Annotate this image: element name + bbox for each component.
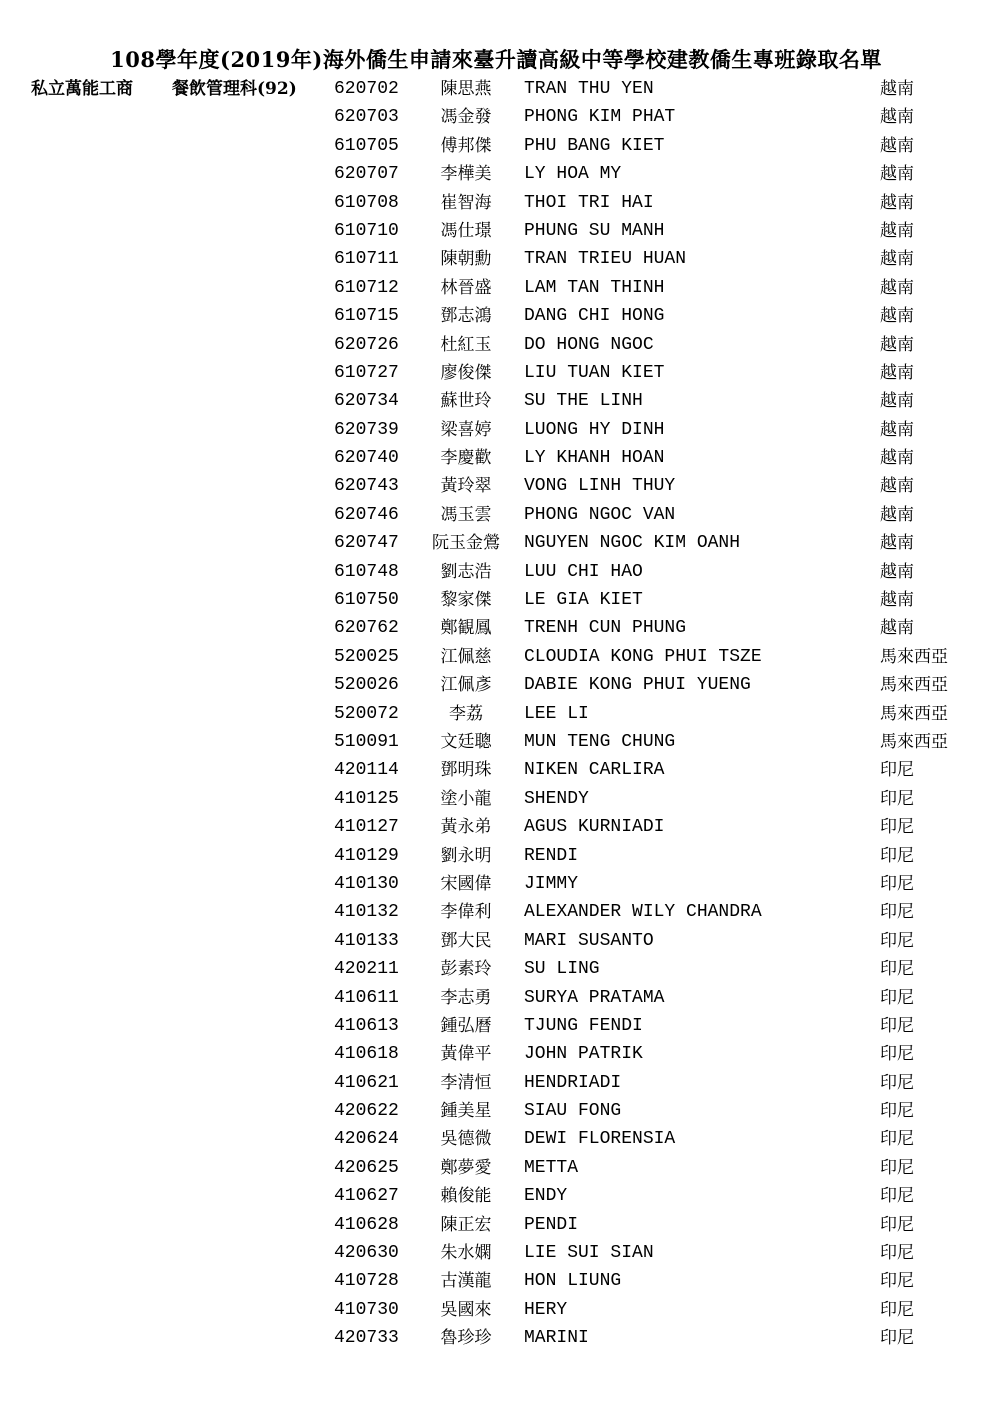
student-row	[0, 700, 992, 728]
student-id: 410130	[334, 873, 399, 894]
student-english-name: THOI TRI HAI	[524, 192, 654, 213]
student-row	[0, 643, 992, 671]
student-chinese-name: 鄧志鴻	[440, 306, 492, 327]
student-english-name: RENDI	[524, 845, 579, 866]
student-row	[0, 444, 992, 472]
student-country: 印尼	[880, 1129, 914, 1150]
student-chinese-name: 古漢龍	[440, 1271, 492, 1292]
student-country: 馬來西亞	[880, 675, 948, 696]
student-row	[0, 501, 992, 529]
student-english-name: HERY	[524, 1299, 568, 1320]
department-name: 餐飲管理科(92)	[172, 79, 297, 99]
student-chinese-name: 宋國偉	[440, 873, 492, 894]
student-id: 610748	[334, 561, 399, 582]
student-chinese-name: 陳朝勳	[440, 249, 492, 270]
student-row	[0, 160, 992, 188]
student-country: 印尼	[880, 1271, 914, 1292]
student-english-name: LIU TUAN KIET	[524, 362, 665, 383]
student-english-name: NGUYEN NGOC KIM OANH	[524, 533, 741, 554]
student-chinese-name: 朱水嫻	[440, 1243, 492, 1264]
student-chinese-name: 李清恒	[440, 1072, 492, 1093]
student-row	[0, 1296, 992, 1324]
student-id: 410728	[334, 1271, 399, 1292]
student-chinese-name: 吳國來	[440, 1299, 492, 1320]
student-list	[0, 75, 992, 1353]
student-id: 510091	[334, 731, 399, 752]
student-row	[0, 955, 992, 983]
student-chinese-name: 崔智海	[440, 192, 492, 213]
student-id: 410129	[334, 845, 399, 866]
student-id: 410132	[334, 902, 399, 923]
student-english-name: LAM TAN THINH	[524, 277, 665, 298]
student-chinese-name: 鄭夢愛	[440, 1157, 492, 1178]
student-country: 印尼	[880, 1299, 914, 1320]
student-english-name: MARINI	[524, 1328, 589, 1349]
student-row	[0, 245, 992, 273]
student-country: 印尼	[880, 1214, 914, 1235]
student-row	[0, 132, 992, 160]
student-id: 610711	[334, 249, 399, 270]
student-chinese-name: 李偉利	[440, 902, 492, 923]
student-row	[0, 1069, 992, 1097]
student-row	[0, 984, 992, 1012]
student-country: 印尼	[880, 873, 914, 894]
student-chinese-name: 杜紅玉	[440, 334, 492, 355]
student-row	[0, 813, 992, 841]
student-country: 越南	[880, 220, 914, 241]
student-english-name: TRAN TRIEU HUAN	[524, 249, 687, 270]
student-row	[0, 586, 992, 614]
student-chinese-name: 黃偉平	[440, 1044, 492, 1065]
student-chinese-name: 李慶歡	[440, 448, 492, 469]
student-row	[0, 728, 992, 756]
student-chinese-name: 黃永弟	[440, 817, 492, 838]
student-id: 420211	[334, 959, 399, 980]
student-chinese-name: 彭素玲	[440, 959, 492, 980]
school-name: 私立萬能工商	[31, 79, 133, 99]
student-chinese-name: 江佩彥	[440, 675, 492, 696]
student-english-name: LY HOA MY	[524, 164, 622, 185]
student-english-name: PHONG KIM PHAT	[524, 107, 676, 128]
student-country: 越南	[880, 391, 914, 412]
student-country: 印尼	[880, 930, 914, 951]
student-row	[0, 302, 992, 330]
student-id: 620743	[334, 476, 399, 497]
student-chinese-name: 陳正宏	[440, 1214, 492, 1235]
student-id: 610727	[334, 362, 399, 383]
student-chinese-name: 陳思燕	[440, 79, 492, 99]
student-row	[0, 529, 992, 557]
student-english-name: HENDRIADI	[524, 1072, 622, 1093]
student-row	[0, 898, 992, 926]
student-english-name: ALEXANDER WILY CHANDRA	[524, 902, 762, 923]
student-row	[0, 217, 992, 245]
student-row	[0, 671, 992, 699]
student-english-name: AGUS KURNIADI	[524, 817, 665, 838]
student-row	[0, 870, 992, 898]
student-row	[0, 1125, 992, 1153]
student-chinese-name: 鍾弘曆	[440, 1015, 492, 1036]
student-english-name: ENDY	[524, 1186, 568, 1207]
student-country: 印尼	[880, 817, 914, 838]
student-country: 越南	[880, 419, 914, 440]
student-english-name: NIKEN CARLIRA	[524, 760, 665, 781]
student-id: 620726	[334, 334, 399, 355]
student-chinese-name: 梁喜婷	[440, 419, 492, 440]
student-country: 馬來西亞	[880, 703, 948, 724]
student-country: 越南	[880, 533, 914, 554]
student-row	[0, 189, 992, 217]
student-row	[0, 416, 992, 444]
student-id: 620740	[334, 448, 399, 469]
student-chinese-name: 江佩慈	[440, 646, 492, 667]
student-id: 410133	[334, 930, 399, 951]
student-row	[0, 274, 992, 302]
student-country: 印尼	[880, 1157, 914, 1178]
student-id: 420624	[334, 1129, 399, 1150]
student-chinese-name: 馮玉雲	[440, 504, 492, 525]
student-english-name: DO HONG NGOC	[524, 334, 654, 355]
student-country: 印尼	[880, 1101, 914, 1122]
student-row	[0, 842, 992, 870]
student-country: 馬來西亞	[880, 731, 948, 752]
student-country: 越南	[880, 107, 914, 128]
student-english-name: SU LING	[524, 959, 600, 980]
student-country: 印尼	[880, 959, 914, 980]
student-english-name: MARI SUSANTO	[524, 930, 654, 951]
student-row	[0, 331, 992, 359]
student-chinese-name: 李荔	[449, 703, 483, 724]
student-country: 印尼	[880, 902, 914, 923]
student-country: 越南	[880, 277, 914, 298]
student-chinese-name: 鄧大民	[440, 930, 492, 951]
student-id: 520072	[334, 703, 399, 724]
student-row	[0, 1182, 992, 1210]
student-row	[0, 785, 992, 813]
student-english-name: PHUNG SU MANH	[524, 220, 665, 241]
student-id: 620739	[334, 419, 399, 440]
student-row	[0, 1097, 992, 1125]
student-id: 410613	[334, 1015, 399, 1036]
student-id: 420625	[334, 1157, 399, 1178]
student-chinese-name: 李志勇	[440, 987, 492, 1008]
student-english-name: LUONG HY DINH	[524, 419, 665, 440]
student-english-name: DANG CHI HONG	[524, 306, 665, 327]
student-country: 越南	[880, 306, 914, 327]
student-english-name: JIMMY	[524, 873, 579, 894]
student-english-name: CLOUDIA KONG PHUI TSZE	[524, 646, 762, 667]
student-row	[0, 1324, 992, 1352]
student-english-name: SURYA PRATAMA	[524, 987, 665, 1008]
student-country: 印尼	[880, 1243, 914, 1264]
student-row	[0, 927, 992, 955]
student-id: 620747	[334, 533, 399, 554]
student-id: 420630	[334, 1243, 399, 1264]
student-english-name: VONG LINH THUY	[524, 476, 676, 497]
student-english-name: LE GIA KIET	[524, 590, 643, 611]
student-row	[0, 1239, 992, 1267]
student-chinese-name: 廖俊傑	[440, 362, 492, 383]
student-country: 印尼	[880, 987, 914, 1008]
student-id: 620734	[334, 391, 399, 412]
student-chinese-name: 魯珍珍	[440, 1328, 492, 1349]
student-row	[0, 472, 992, 500]
student-id: 610710	[334, 220, 399, 241]
student-english-name: LUU CHI HAO	[524, 561, 643, 582]
student-id: 410627	[334, 1186, 399, 1207]
student-row	[0, 1154, 992, 1182]
student-chinese-name: 蘇世玲	[440, 391, 492, 412]
student-id: 410628	[334, 1214, 399, 1235]
student-country: 越南	[880, 164, 914, 185]
page-title: 108學年度(2019年)海外僑生申請來臺升讀高級中等學校建教僑生專班錄取名單	[110, 47, 882, 72]
student-row	[0, 1012, 992, 1040]
student-country: 馬來西亞	[880, 646, 948, 667]
student-english-name: LIE SUI SIAN	[524, 1243, 654, 1264]
student-chinese-name: 馮仕璟	[440, 220, 492, 241]
student-chinese-name: 鍾美星	[440, 1101, 492, 1122]
student-id: 520025	[334, 646, 399, 667]
student-english-name: SIAU FONG	[524, 1101, 622, 1122]
student-country: 越南	[880, 561, 914, 582]
student-chinese-name: 劉志浩	[440, 561, 492, 582]
student-id: 410618	[334, 1044, 399, 1065]
student-id: 620703	[334, 107, 399, 128]
student-country: 越南	[880, 362, 914, 383]
student-id: 610705	[334, 135, 399, 156]
student-id: 410125	[334, 788, 399, 809]
student-country: 越南	[880, 249, 914, 270]
student-english-name: TRAN THU YEN	[524, 79, 654, 99]
student-country: 印尼	[880, 1328, 914, 1349]
student-id: 610750	[334, 590, 399, 611]
student-chinese-name: 鄧明珠	[440, 760, 492, 781]
student-country: 越南	[880, 448, 914, 469]
student-country: 越南	[880, 618, 914, 639]
student-country: 越南	[880, 135, 914, 156]
student-country: 越南	[880, 476, 914, 497]
student-chinese-name: 阮玉金鶯	[432, 533, 500, 554]
student-id: 610712	[334, 277, 399, 298]
student-row	[0, 1211, 992, 1239]
student-country: 印尼	[880, 760, 914, 781]
student-english-name: PHONG NGOC VAN	[524, 504, 676, 525]
student-chinese-name: 塗小龍	[440, 788, 492, 809]
student-id: 420622	[334, 1101, 399, 1122]
student-english-name: LEE LI	[524, 703, 589, 724]
student-english-name: LY KHANH HOAN	[524, 448, 665, 469]
student-english-name: JOHN PATRIK	[524, 1044, 643, 1065]
student-english-name: TRENH CUN PHUNG	[524, 618, 687, 639]
student-chinese-name: 黎家傑	[440, 590, 492, 611]
student-row	[0, 387, 992, 415]
student-country: 印尼	[880, 845, 914, 866]
student-chinese-name: 黃玲翠	[440, 476, 492, 497]
student-english-name: TJUNG FENDI	[524, 1015, 643, 1036]
student-country: 越南	[880, 192, 914, 213]
student-country: 越南	[880, 79, 914, 99]
student-chinese-name: 李樺美	[440, 164, 492, 185]
student-id: 420114	[334, 760, 399, 781]
student-country: 印尼	[880, 1044, 914, 1065]
student-id: 620702	[334, 79, 399, 99]
student-chinese-name: 林晉盛	[440, 277, 492, 298]
student-row	[0, 558, 992, 586]
student-id: 410611	[334, 987, 399, 1008]
student-country: 印尼	[880, 1015, 914, 1036]
student-id: 410730	[334, 1299, 399, 1320]
student-english-name: PHU BANG KIET	[524, 135, 665, 156]
student-english-name: DABIE KONG PHUI YUENG	[524, 675, 751, 696]
student-id: 520026	[334, 675, 399, 696]
student-country: 越南	[880, 504, 914, 525]
student-english-name: PENDI	[524, 1214, 579, 1235]
student-chinese-name: 吳德微	[440, 1129, 492, 1150]
student-id: 610715	[334, 306, 399, 327]
student-row	[0, 103, 992, 131]
student-english-name: MUN TENG CHUNG	[524, 731, 676, 752]
student-chinese-name: 鄭観鳳	[440, 618, 492, 639]
student-row	[0, 1267, 992, 1295]
student-row	[0, 1040, 992, 1068]
student-english-name: METTA	[524, 1157, 579, 1178]
student-row	[0, 359, 992, 387]
student-english-name: DEWI FLORENSIA	[524, 1129, 676, 1150]
student-country: 越南	[880, 334, 914, 355]
student-country: 印尼	[880, 1072, 914, 1093]
student-chinese-name: 馮金發	[440, 107, 492, 128]
student-country: 越南	[880, 590, 914, 611]
student-chinese-name: 文廷聰	[440, 731, 492, 752]
student-id: 620746	[334, 504, 399, 525]
student-chinese-name: 賴俊能	[440, 1186, 492, 1207]
student-id: 420733	[334, 1328, 399, 1349]
student-english-name: HON LIUNG	[524, 1271, 622, 1292]
student-english-name: SHENDY	[524, 788, 589, 809]
student-row	[0, 756, 992, 784]
student-row	[0, 75, 992, 103]
student-chinese-name: 傅邦傑	[440, 135, 492, 156]
student-chinese-name: 劉永明	[440, 845, 492, 866]
student-id: 410127	[334, 817, 399, 838]
student-id: 620707	[334, 164, 399, 185]
student-english-name: SU THE LINH	[524, 391, 643, 412]
student-row	[0, 614, 992, 642]
student-country: 印尼	[880, 788, 914, 809]
student-country: 印尼	[880, 1186, 914, 1207]
student-id: 620762	[334, 618, 399, 639]
student-id: 410621	[334, 1072, 399, 1093]
student-id: 610708	[334, 192, 399, 213]
